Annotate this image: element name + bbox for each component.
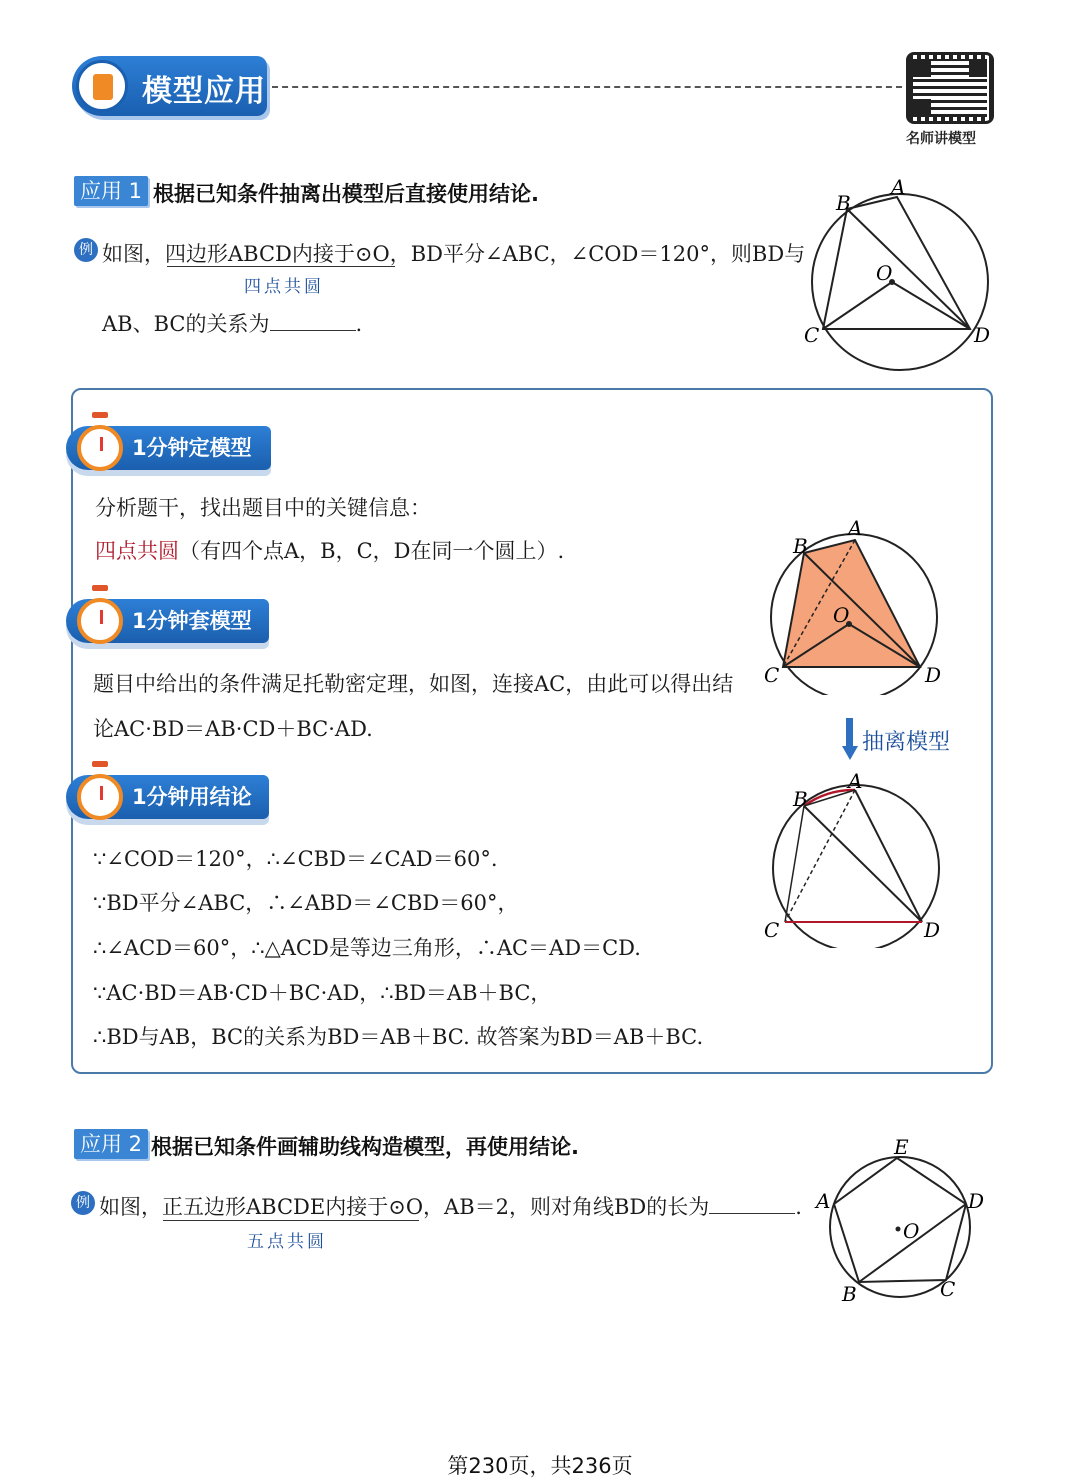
s3-line-2: ∵BD平分∠ABC，∴∠ABD＝∠CBD＝60°， <box>93 891 519 915</box>
page-footer: 第230页，共236页 <box>447 1454 633 1478</box>
figure-pentagon <box>810 1132 1000 1310</box>
answer-blank[interactable] <box>270 312 356 331</box>
svg-text:D: D <box>925 663 942 687</box>
example-icon: 例 <box>74 238 98 262</box>
s2-line2: 论AC·BD＝AB·CD＋BC·AD. <box>93 717 373 741</box>
label-B: B <box>836 191 851 215</box>
stopwatch-icon <box>77 598 123 644</box>
app1-question-line1: 如图，四边形ABCD内接于⊙O，BD平分∠ABC，∠COD＝120°，则BD与 <box>102 242 806 266</box>
section-title: 模型应用 <box>142 74 266 109</box>
app2-underlined-text: 正五边形ABCDE内接于⊙O <box>162 1195 424 1219</box>
s1-line1: 分析题干，找出题目中的关键信息： <box>95 496 431 520</box>
figure-ptolemy-model <box>758 768 963 948</box>
qr-code-icon[interactable] <box>906 52 994 124</box>
svg-text:E: E <box>894 1135 909 1159</box>
s3-line-5: ∴BD与AB，BC的关系为BD＝AB＋BC. 故答案为BD＝AB＋BC. <box>93 1025 704 1049</box>
app2-title: 根据已知条件画辅助线构造模型，再使用结论. <box>151 1135 579 1159</box>
svg-text:D: D <box>968 1189 985 1213</box>
svg-text:O: O <box>903 1219 920 1243</box>
svg-text:A: A <box>816 1189 831 1213</box>
s3-line-1: ∵∠COD＝120°，∴∠CBD＝∠CAD＝60°. <box>93 847 498 871</box>
svg-text:B: B <box>793 534 808 558</box>
svg-text:C: C <box>764 918 780 942</box>
app1-title: 根据已知条件抽离出模型后直接使用结论. <box>153 182 539 206</box>
label-C: C <box>804 323 820 347</box>
svg-text:C: C <box>940 1277 956 1301</box>
app1-note: 四点共圆 <box>244 277 324 297</box>
svg-text:C: C <box>764 663 780 687</box>
ribbon-apply-model: 1分钟套模型 <box>66 599 269 643</box>
svg-text:O: O <box>833 603 850 627</box>
svg-text:A: A <box>848 769 863 793</box>
svg-text:B: B <box>793 787 808 811</box>
example-icon: 例 <box>71 1191 95 1215</box>
app2-question: 如图，正五边形ABCDE内接于⊙O，AB＝2，则对角线BD的长为 . <box>99 1195 802 1219</box>
app1-tag: 应用 1 <box>74 176 148 206</box>
s3-line-3: ∴∠ACD＝60°，∴△ACD是等边三角形，∴AC＝AD＝CD. <box>93 936 641 960</box>
app2-tag: 应用 2 <box>74 1129 148 1159</box>
app1-question-line2: AB、BC的关系为 . <box>102 312 363 336</box>
label-D: D <box>974 323 991 347</box>
stopwatch-icon <box>77 425 123 471</box>
s2-line1: 题目中给出的条件满足托勒密定理，如图，连接AC，由此可以得出结 <box>93 672 734 696</box>
header-divider <box>272 86 902 88</box>
answer-blank[interactable] <box>709 1195 795 1214</box>
s1-keyword: 四点共圆 <box>95 539 179 563</box>
app2-note: 五点共圆 <box>247 1232 327 1252</box>
figure-quadrilateral <box>796 172 1006 372</box>
svg-text:B: B <box>842 1282 857 1306</box>
label-O: O <box>876 261 893 285</box>
figure-ptolemy-shaded <box>758 515 963 695</box>
s1-line2: 四点共圆（有四个点A，B，C，D在同一个圆上）. <box>95 539 565 563</box>
arrow-label: 抽离模型 <box>862 730 951 755</box>
qr-label: 名师讲模型 <box>906 131 976 147</box>
notebook-icon <box>76 60 128 112</box>
arrow-down-icon <box>842 718 858 762</box>
stopwatch-icon <box>77 774 123 820</box>
ribbon-use-conclusion: 1分钟用结论 <box>66 775 269 819</box>
underline <box>163 1220 419 1221</box>
s3-line-4: ∵AC·BD＝AB·CD＋BC·AD，∴BD＝AB＋BC， <box>93 981 552 1005</box>
label-A: A <box>891 175 906 199</box>
underline <box>167 266 395 267</box>
svg-text:D: D <box>924 918 941 942</box>
app1-underlined-text: 四边形ABCD内接于⊙O <box>165 242 390 266</box>
ribbon-define-model: 1分钟定模型 <box>66 426 271 470</box>
svg-text:A: A <box>848 516 863 540</box>
